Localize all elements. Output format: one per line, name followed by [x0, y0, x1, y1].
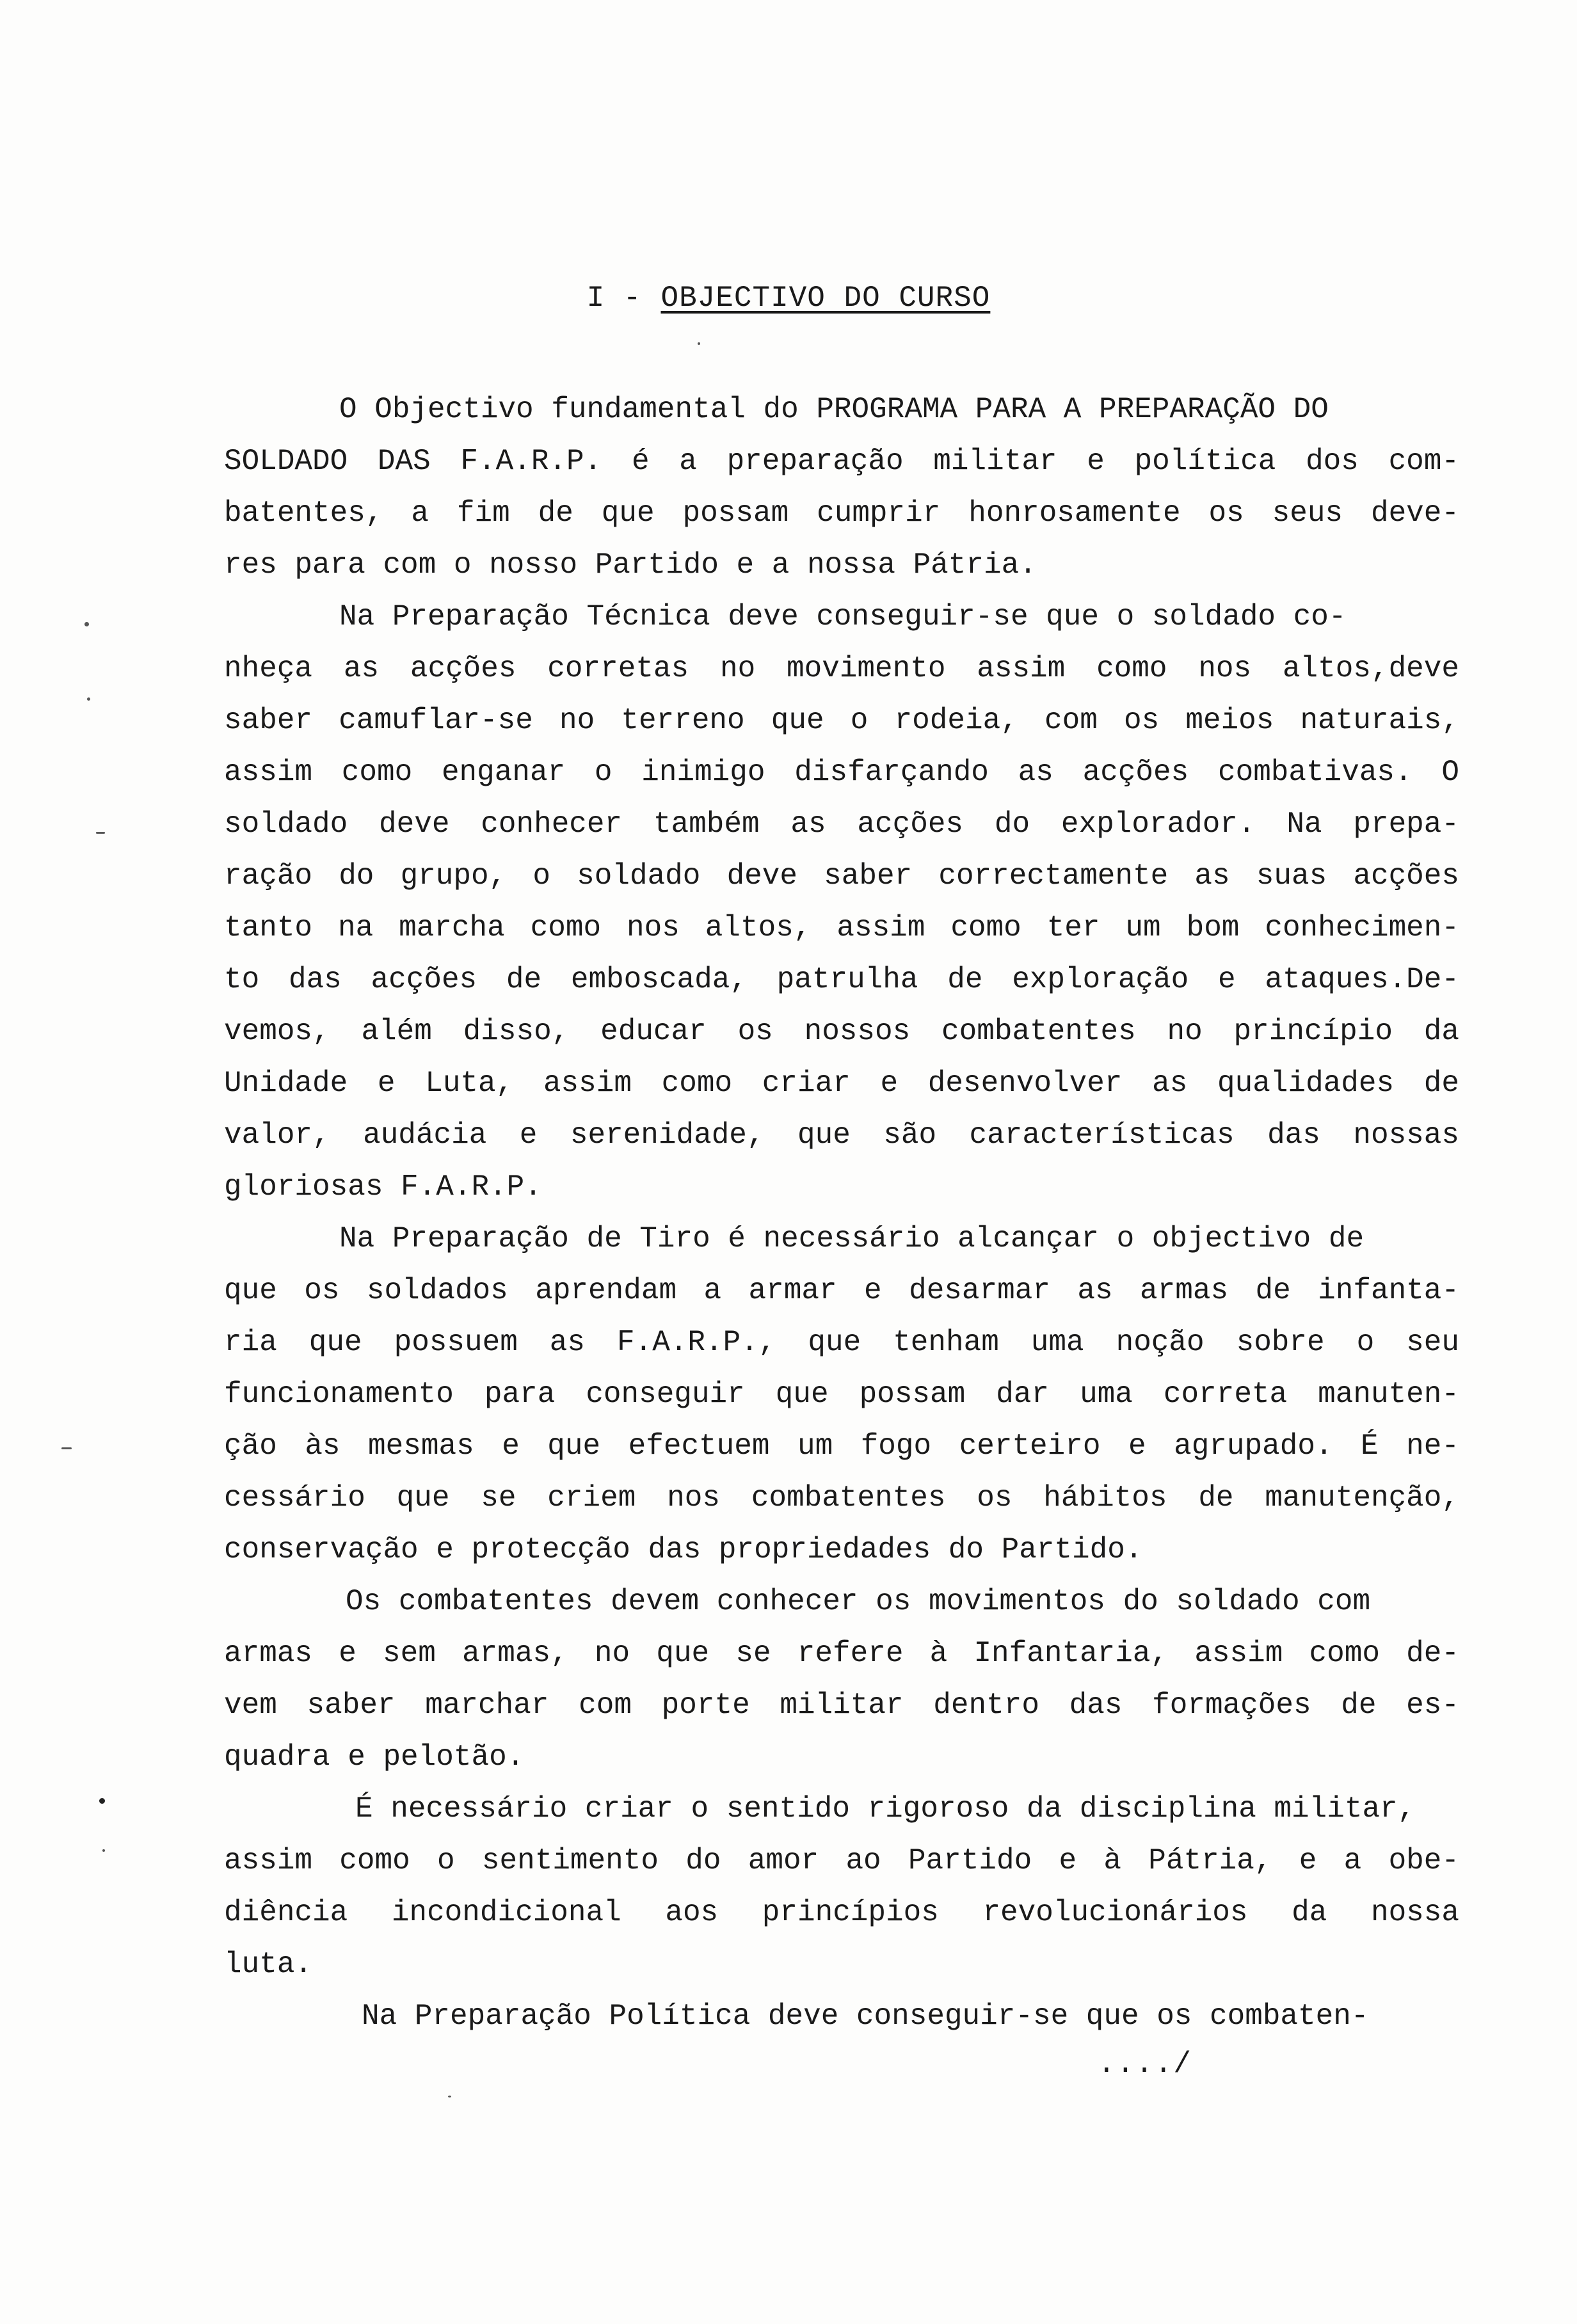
paragraph-line: Unidade e Luta, assim como criar e desenvolver as qualidades de — [224, 1067, 1459, 1100]
paragraph-line: to das acções de emboscada, patrulha de exploração e ataques.De- — [224, 963, 1459, 996]
section-heading — [0, 282, 1577, 315]
scan-speck — [96, 832, 105, 834]
paragraph-line: conservação e protecção das propriedades do Partido. — [224, 1533, 1143, 1566]
paragraph-line: SOLDADO DAS F.A.R.P. é a preparação militar e política dos com- — [224, 445, 1459, 478]
scan-speck — [61, 1447, 72, 1449]
scan-speck — [698, 342, 700, 345]
paragraph-line: soldado deve conhecer também as acções do explorador. Na prepa- — [224, 808, 1459, 841]
paragraph-line: res para com o nosso Partido e a nossa Pátria. — [224, 548, 1037, 582]
section-number: I - — [586, 282, 642, 315]
scan-speck — [102, 1849, 105, 1852]
paragraph-line: O Objectivo fundamental do PROGRAMA PARA A PREPARAÇÃO DO — [339, 393, 1329, 426]
scan-speck — [448, 2096, 451, 2097]
paragraph-line: quadra e pelotão. — [224, 1740, 525, 1774]
scan-speck — [87, 697, 90, 701]
paragraph-line: que os soldados aprendam a armar e desarmar as armas de infanta- — [224, 1274, 1459, 1307]
paragraph-line: ração do grupo, o soldado deve saber correctamente as suas acções — [224, 859, 1459, 893]
paragraph-line: Na Preparação de Tiro é necessário alcançar o objectivo de — [339, 1222, 1365, 1255]
paragraph-line: funcionamento para conseguir que possam dar uma correta manuten- — [224, 1378, 1459, 1411]
paragraph-line: assim como o sentimento do amor ao Partido e à Pátria, e a obe- — [224, 1844, 1459, 1877]
paragraph-line: Na Preparação Política deve conseguir-se que os combaten- — [362, 2000, 1369, 2033]
paragraph-line: diência incondicional aos princípios revolucionários da nossa — [224, 1896, 1459, 1929]
section-title: OBJECTIVO DO CURSO — [660, 282, 991, 315]
continuation-mark: ..../ — [1098, 2048, 1193, 2081]
paragraph-line: vemos, além disso, educar os nossos combatentes no princípio da — [224, 1015, 1459, 1048]
paragraph-line: tanto na marcha como nos altos, assim como ter um bom conhecimen- — [224, 911, 1459, 944]
paragraph-line: batentes, a fim de que possam cumprir honrosamente os seus deve- — [224, 497, 1459, 530]
paragraph-line: assim como enganar o inimigo disfarçando as acções combativas. O — [224, 756, 1459, 789]
paragraph-line: vem saber marchar com porte militar dentro das formações de es- — [224, 1689, 1459, 1722]
paragraph-line: Na Preparação Técnica deve conseguir-se que o soldado co- — [339, 600, 1347, 633]
paragraph-line: cessário que se criem nos combatentes os hábitos de manutenção, — [224, 1481, 1459, 1515]
paragraph-line: nheça as acções corretas no movimento assim como nos altos,deve — [224, 652, 1459, 685]
paragraph-line: valor, audácia e serenidade, que são características das nossas — [224, 1118, 1459, 1152]
scan-speck — [84, 622, 89, 626]
paragraph-line: Os combatentes devem conhecer os movimentos do soldado com — [346, 1585, 1371, 1618]
paragraph-line: gloriosas F.A.R.P. — [224, 1170, 542, 1204]
paragraph-line: É necessário criar o sentido rigoroso da disciplina militar, — [355, 1792, 1416, 1826]
paragraph-line: luta. — [224, 1948, 313, 1981]
paragraph-line: armas e sem armas, no que se refere à Infantaria, assim como de- — [224, 1637, 1459, 1670]
paragraph-line: saber camuflar-se no terreno que o rodeia, com os meios naturais, — [224, 704, 1459, 737]
paragraph-line: ria que possuem as F.A.R.P., que tenham uma noção sobre o seu — [224, 1326, 1459, 1359]
paragraph-line: ção às mesmas e que efectuem um fogo certeiro e agrupado. É ne- — [224, 1429, 1459, 1463]
document-body — [224, 384, 1459, 2042]
scan-speck — [99, 1798, 105, 1804]
